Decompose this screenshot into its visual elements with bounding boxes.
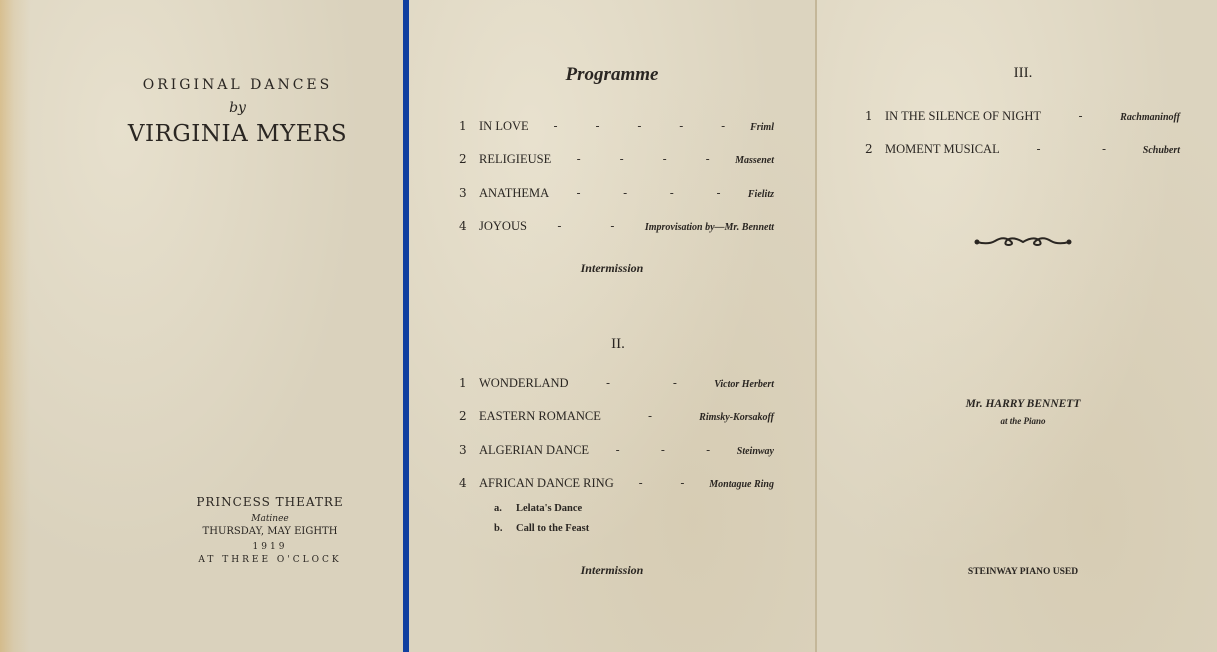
sub-item-b: b. Call to the Feast xyxy=(494,523,590,534)
programme-item xyxy=(459,152,774,167)
footer-note: STEINWAY PIANO USED xyxy=(967,567,1079,577)
composer: Steinway xyxy=(736,446,774,457)
programme-title: Programme xyxy=(565,64,659,85)
programme-item xyxy=(459,409,774,424)
intermission-2: Intermission xyxy=(580,563,644,577)
cover-heading: ORIGINAL DANCES xyxy=(142,77,333,93)
pianist-note: at the Piano xyxy=(1000,416,1046,426)
leader-dashes: - - - xyxy=(615,443,711,457)
piece-title: IN THE SILENCE OF NIGHT xyxy=(885,109,1042,123)
final-panel xyxy=(817,0,1217,652)
composer: Improvisation by—Mr. Bennett xyxy=(644,222,774,233)
piece-title: RELIGIEUSE xyxy=(479,152,552,166)
piece-title: ALGERIAN DANCE xyxy=(479,443,590,457)
piece-title: EASTERN ROMANCE xyxy=(479,409,601,423)
cover-by: by xyxy=(229,100,246,116)
piece-title: MOMENT MUSICAL xyxy=(885,142,1000,156)
item-number: 3 xyxy=(459,443,467,457)
item-number: 1 xyxy=(459,376,467,390)
scroll-ornament-icon xyxy=(817,233,1217,253)
programme-panel xyxy=(409,0,815,652)
item-number: 4 xyxy=(459,476,467,490)
composer: Massenet xyxy=(735,155,774,166)
composer: Rachmaninoff xyxy=(1120,112,1180,123)
leader-dashes: - - xyxy=(605,376,677,390)
pianist-name: Mr. HARRY BENNETT xyxy=(965,398,1081,410)
programme-item xyxy=(865,109,1180,124)
part2-heading: II. xyxy=(611,336,625,352)
matinee: Matinee xyxy=(251,514,289,524)
item-number: 3 xyxy=(459,186,467,200)
piece-title: JOYOUS xyxy=(479,219,527,233)
leader-dashes: - - xyxy=(1036,142,1107,156)
programme-item xyxy=(459,219,774,234)
composer: Friml xyxy=(750,122,774,133)
cover-panel xyxy=(0,0,403,652)
leader-dashes: - - - - xyxy=(576,186,721,200)
programme-item xyxy=(459,476,774,491)
leader-dashes: - - - - - xyxy=(553,119,726,133)
date: THURSDAY, MAY EIGHTH xyxy=(202,526,338,537)
item-number: 4 xyxy=(459,219,467,233)
part3-heading: III. xyxy=(1013,65,1033,81)
time: AT THREE O'CLOCK xyxy=(198,555,342,565)
item-number: 2 xyxy=(865,142,873,156)
programme-item xyxy=(459,376,774,391)
leader-dashes: - xyxy=(1078,109,1083,123)
programme-item xyxy=(459,186,774,201)
programme-item xyxy=(459,119,774,134)
item-number: 1 xyxy=(459,119,467,133)
piece-title: ANATHEMA xyxy=(479,186,550,200)
piece-title: WONDERLAND xyxy=(479,376,569,390)
year: 1919 xyxy=(252,542,288,552)
leader-dashes: - - xyxy=(557,219,615,233)
programme-item xyxy=(459,443,774,458)
leader-dashes: - - xyxy=(638,476,685,490)
item-number: 2 xyxy=(459,152,467,166)
venue: PRINCESS THEATRE xyxy=(196,495,344,509)
composer: Victor Herbert xyxy=(714,379,774,390)
sub-item-a: a. Lelata's Dance xyxy=(494,503,583,514)
composer: Montague Ring xyxy=(709,479,774,490)
composer: Fielitz xyxy=(747,189,774,200)
item-number: 1 xyxy=(865,109,873,123)
composer: Schubert xyxy=(1142,145,1180,156)
leader-dashes: - xyxy=(648,409,653,423)
leader-dashes: - - - - xyxy=(576,152,710,166)
item-number: 2 xyxy=(459,409,467,423)
programme-item xyxy=(865,142,1180,157)
piece-title: IN LOVE xyxy=(479,119,529,133)
intermission-1: Intermission xyxy=(580,261,644,275)
piece-title: AFRICAN DANCE RING xyxy=(479,476,614,490)
performer-name: VIRGINIA MYERS xyxy=(127,121,348,147)
composer: Rimsky-Korsakoff xyxy=(699,412,774,423)
